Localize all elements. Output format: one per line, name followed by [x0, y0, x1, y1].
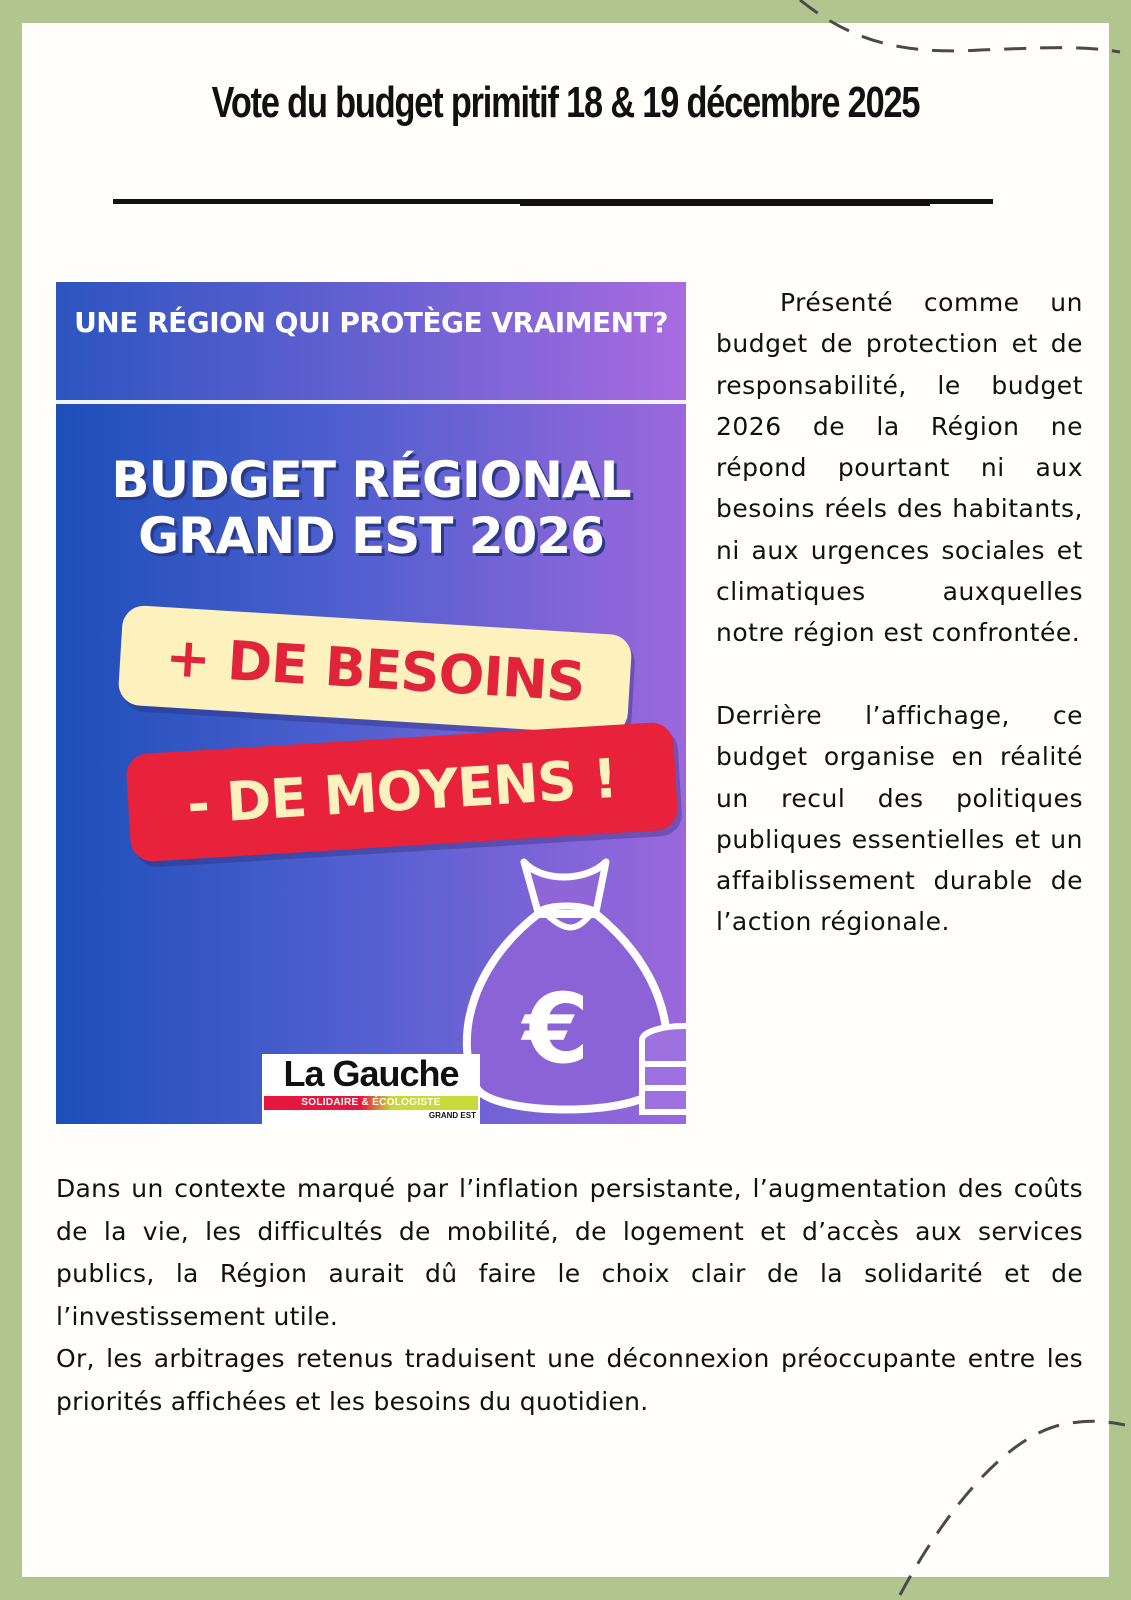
needs-pill	[117, 605, 632, 736]
bottom-paragraph-2: Or, les arbitrages retenus traduisent une déconnexion préoccupante entre les priorités affichées et les besoins du quotidien.	[56, 1344, 1083, 1416]
poster-headline: BUDGET RÉGIONAL GRAND EST 2026	[111, 451, 631, 565]
bottom-paragraph-1: Dans un contexte marqué par l’inflation persistante, l’augmentation des coûts de la vie, les difficultés de mobilité, de logement et d’accès aux services publics, la Région aurait dû faire le choix clair de la solidarité et de l’investissement utile.	[56, 1174, 1083, 1331]
means-pill-label: - DE MOYENS !	[185, 746, 619, 837]
bottom-text-block	[56, 1168, 1083, 1424]
page-title: Vote du budget primitif 18 & 19 décembre 2025	[211, 78, 920, 127]
campaign-poster	[56, 282, 686, 1124]
euro-symbol: €	[522, 973, 590, 1085]
side-paragraph-2: Derrière l’affichage, ce budget organise en réalité un recul des politiques publiques essentielles et un affaiblissement durable de l’action régionale.	[716, 700, 1083, 937]
coin-stack-icon	[642, 1026, 686, 1112]
logo-name: La Gauche	[283, 1053, 459, 1094]
logo-region: GRAND EST	[428, 1111, 476, 1120]
side-text-column	[716, 282, 1083, 943]
party-logo	[262, 1054, 480, 1124]
money-bag-icon	[446, 842, 686, 1124]
poster-question: UNE RÉGION QUI PROTÈGE VRAIMENT?	[74, 306, 668, 339]
logo-tagline: SOLIDAIRE & ÉCOLOGISTE	[301, 1097, 441, 1108]
needs-pill-label: + DE BESOINS	[163, 625, 587, 714]
title-underline-thick	[520, 200, 930, 206]
side-paragraph-1: Présenté comme un budget de protection et de responsabilité, le budget 2026 de la Région ne répond pourtant ni aux besoins réels des habitants, ni aux urgences sociales et climatiques auxquelles notre région est confrontée.	[716, 288, 1083, 648]
